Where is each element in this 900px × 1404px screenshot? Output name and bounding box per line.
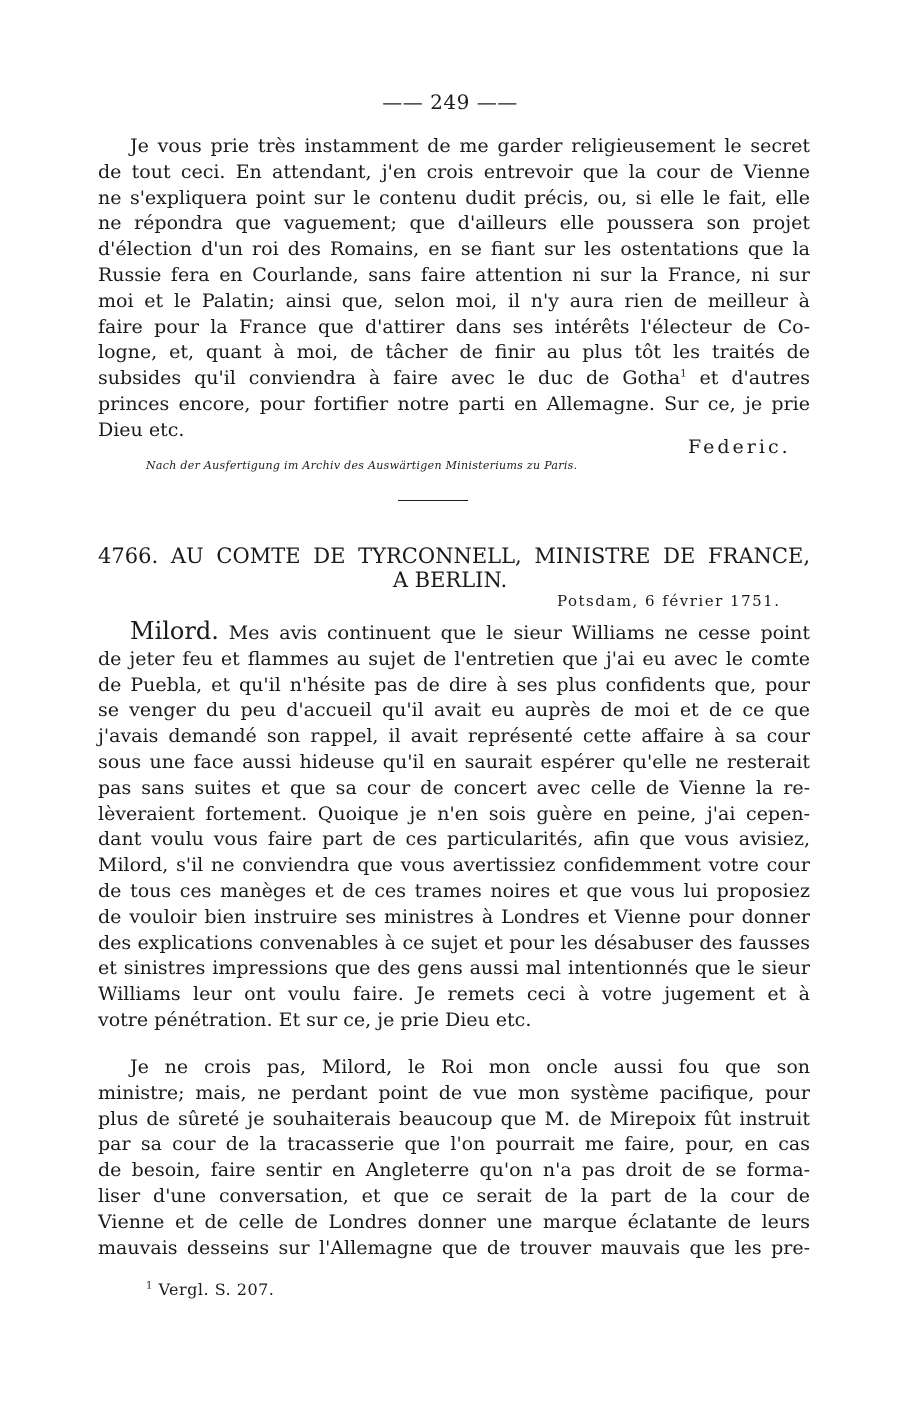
letter2-line: mauvais desseins sur l'Allemagne que de trouver mauvais que les pre-: [98, 1236, 810, 1259]
letter2-line: sous une face aussi hideuse qu'il en saurait espérer qu'elle ne resterait: [98, 750, 810, 773]
dateline: Potsdam, 6 février 1751.: [557, 592, 781, 610]
letter1-line: ne répondra que vaguement; que d'ailleurs elle poussera son projet: [98, 212, 810, 235]
letter1-line: princes encore, pour fortifier notre parti en Allemagne. Sur ce, je prie: [98, 392, 810, 415]
letter2-line: des explications convenables à ce sujet et pour les désabuser des fausses: [98, 931, 810, 954]
letter2-line: plus de sûreté je souhaiterais beaucoup que M. de Mirepoix fût instruit: [98, 1107, 810, 1130]
letter1-line: ne s'expliquera point sur le contenu dudit précis, ou, si elle le fait, elle: [98, 186, 810, 209]
letter2-line: par sa cour de la tracasserie que l'on pourrait me faire, pour, en cas: [98, 1133, 810, 1156]
letter2-paragraph-2: [98, 1055, 810, 1261]
letter1-line: Dieu etc.: [98, 418, 185, 441]
letter1-line: subsides qu'il conviendra à faire avec le duc de Gotha$^1$ et d'autres: [98, 367, 810, 390]
letter2-line: ministre; mais, ne perdant point de vue mon système pacifique, pour: [98, 1081, 810, 1104]
letter2-line: Milord, s'il ne conviendra que vous avertissiez confidemment votre cour: [98, 854, 810, 877]
letter2-line: Vienne et de celle de Londres donner une marque éclatante de leurs: [98, 1210, 810, 1233]
letter1-body: [98, 134, 810, 444]
letter2-line: liser d'une conversation, et que ce serait de la part de la cour de: [98, 1184, 810, 1207]
letter2-line: de vouloir bien instruire ses ministres à Londres et Vienne pour donner: [98, 905, 810, 928]
letter2-line: et sinistres impressions que des gens aussi mal intentionnés que le sieur: [98, 957, 810, 980]
page-number-dash-left: ——: [382, 90, 431, 114]
letter-number: 4766.: [98, 544, 159, 568]
letter2-line: Williams leur ont voulu faire. Je remets ceci à votre jugement et à: [98, 983, 810, 1006]
salutation: Milord.: [130, 617, 219, 645]
letter-heading-line2: A BERLIN.: [392, 568, 508, 592]
footnote-marker: 1: [146, 1280, 153, 1292]
letter2-line: de besoin, faire sentir en Angleterre qu'on n'a pas droit de se forma-: [98, 1159, 810, 1182]
letter-addressee: AU COMTE DE TYRCONNELL, MINISTRE DE FRANCE,: [170, 544, 810, 568]
letter1-line: moi et le Palatin; ainsi que, selon moi, il n'y aura rien de meilleur à: [98, 289, 810, 312]
letter2-line: se venger du peu d'accueil qu'il avait eu auprès de moi et de ce que: [98, 699, 810, 722]
letter2-line: de jeter feu et flammes au sujet de l'entretien que j'ai eu avec le comte: [98, 647, 810, 670]
letter2-line: votre pénétration. Et sur ce, je prie Dieu etc.: [98, 1008, 532, 1031]
letter2-line: de tous ces manèges et de ces trames noires et que vous lui proposiez: [98, 879, 810, 902]
letter2-line: lèveraient fortement. Quoique je n'en sois guère en peine, j'ai cepen-: [98, 802, 810, 825]
section-divider: [398, 500, 468, 501]
letter2-line: dant voulu vous faire part de ces particularités, afin que vous avisiez,: [98, 828, 810, 851]
page-number: [0, 90, 900, 114]
letter1-line: d'élection d'un roi des Romains, en se fiant sur les ostentations que la: [98, 238, 810, 261]
letter2-line: Milord. Mes avis continuent que le sieur Williams ne cesse point: [130, 617, 810, 645]
letter1-line: faire pour la France que d'attirer dans ses intérêts l'électeur de Co-: [98, 315, 810, 338]
letter1-line: Je vous prie très instamment de me garder religieusement le secret: [130, 135, 810, 157]
letter-heading: [98, 544, 810, 568]
letter2-line: pas sans suites et que sa cour de concert avec celle de Vienne la re-: [98, 776, 810, 799]
page-number-dash-right: ——: [469, 90, 518, 114]
letter2-paragraph-1: [98, 619, 810, 1034]
letter1-line: logne, et, quant à moi, de tâcher de finir au plus tôt les traités de: [98, 341, 810, 364]
letter2-line: de Puebla, et qu'il n'hésite pas de dire à ses plus confidents que, pour: [98, 673, 810, 696]
letter1-line: Russie fera en Courlande, sans faire attention ni sur la France, ni sur: [98, 263, 810, 286]
footnote: [146, 1280, 274, 1299]
letter2-line: j'avais demandé son rappel, il avait représenté cette affaire à sa cour: [98, 725, 810, 748]
signature: Federic.: [688, 436, 791, 458]
footnote-text: Vergl. S. 207.: [158, 1280, 275, 1299]
page-number-value: 249: [430, 90, 470, 114]
letter2-line: Je ne crois pas, Milord, le Roi mon oncle aussi fou que son: [130, 1056, 810, 1078]
letter1-line: de tout ceci. En attendant, j'en crois entrevoir que la cour de Vienne: [98, 160, 810, 183]
footnote-reference: 1: [680, 368, 687, 380]
source-note: Nach der Ausfertigung im Archiv des Auswärtigen Ministeriums zu Paris.: [146, 459, 578, 472]
